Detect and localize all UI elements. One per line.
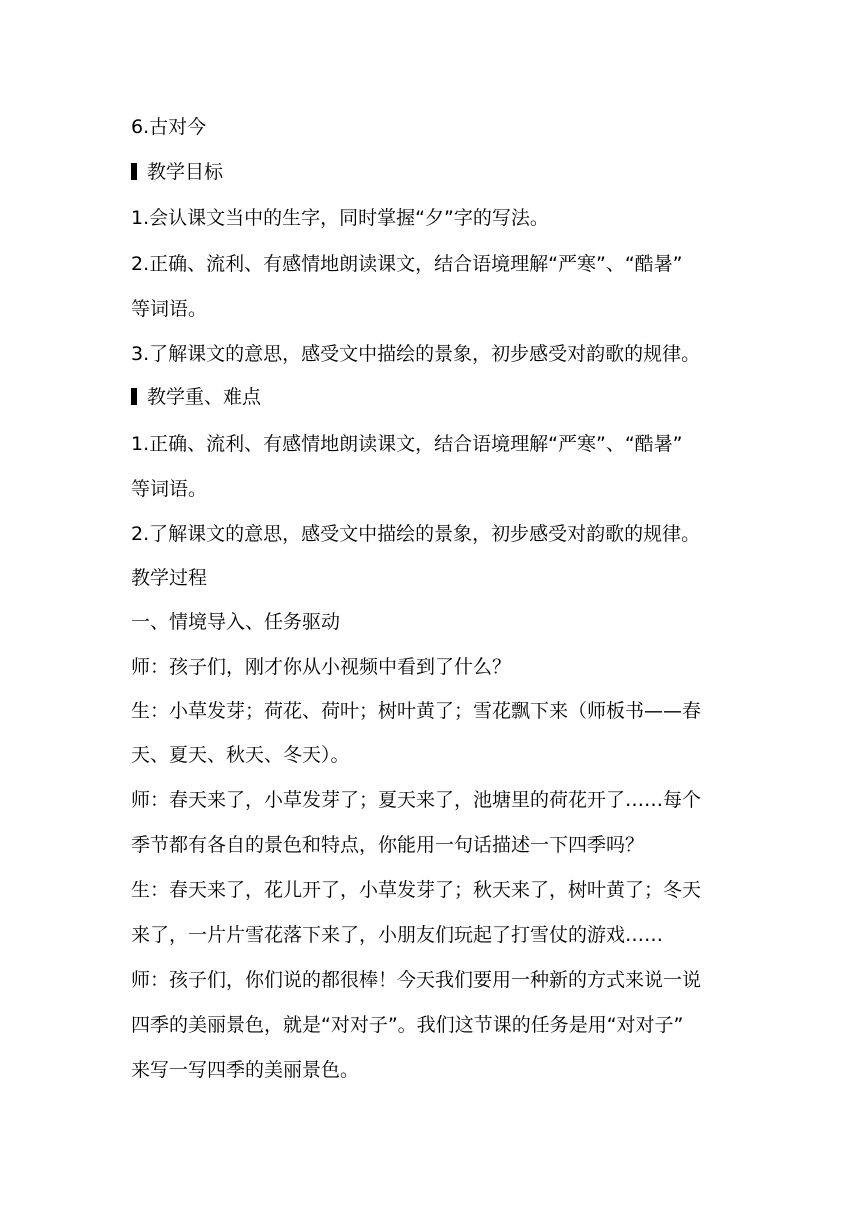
lesson-title: 6.古对今 <box>131 116 207 138</box>
dialogue-line: 师：春天来了，小草发芽了；夏天来了，池塘里的荷花开了……每个 <box>131 789 702 811</box>
process-heading: 教学过程 <box>131 567 208 589</box>
keypoint-line: 1.正确、流利、有感情地朗读课文，结合语境理解“严寒”、“酷暑” <box>131 433 683 455</box>
keypoints-heading-text: 教学重、难点 <box>147 386 262 408</box>
dialogue-line: 生：小草发芽；荷花、荷叶；树叶黄了；雪花飘下来（师板书——春 <box>131 700 702 722</box>
dialogue-line: 来了，一片片雪花落下来了，小朋友们玩起了打雪仗的游戏…… <box>131 924 664 946</box>
dialogue-line: 师：孩子们，你们说的都很棒！今天我们要用一种新的方式来说一说 <box>131 969 702 991</box>
goals-heading-text: 教学目标 <box>147 161 224 183</box>
keypoints-heading <box>131 383 261 411</box>
dialogue-line: 天、夏天、秋天、冬天）。 <box>131 744 350 766</box>
heading-bar-icon <box>131 388 137 405</box>
dialogue-line: 四季的美丽景色，就是“对对子”。我们这节课的任务是用“对对子” <box>131 1014 684 1036</box>
goal-line: 等词语。 <box>131 298 208 320</box>
keypoint-line: 2.了解课文的意思，感受文中描绘的景象，初步感受对韵歌的规律。 <box>131 523 701 545</box>
heading-bar-icon <box>131 163 137 180</box>
dialogue-line: 来写一写四季的美丽景色。 <box>131 1059 360 1081</box>
goal-line: 2.正确、流利、有感情地朗读课文，结合语境理解“严寒”、“酷暑” <box>131 253 683 275</box>
dialogue-line: 季节都有各自的景色和特点，你能用一句话描述一下四季吗？ <box>131 834 645 856</box>
goals-heading <box>131 158 223 186</box>
step1-heading: 一、情境导入、任务驱动 <box>131 611 341 633</box>
goal-line: 1.会认课文当中的生字，同时掌握“夕”字的写法。 <box>131 207 549 229</box>
dialogue-line: 师：孩子们，刚才你从小视频中看到了什么？ <box>131 656 512 678</box>
dialogue-line: 生：春天来了，花儿开了，小草发芽了；秋天来了，树叶黄了；冬天 <box>131 879 702 901</box>
goal-line: 3.了解课文的意思，感受文中描绘的景象，初步感受对韵歌的规律。 <box>131 343 701 365</box>
keypoint-line: 等词语。 <box>131 478 208 500</box>
